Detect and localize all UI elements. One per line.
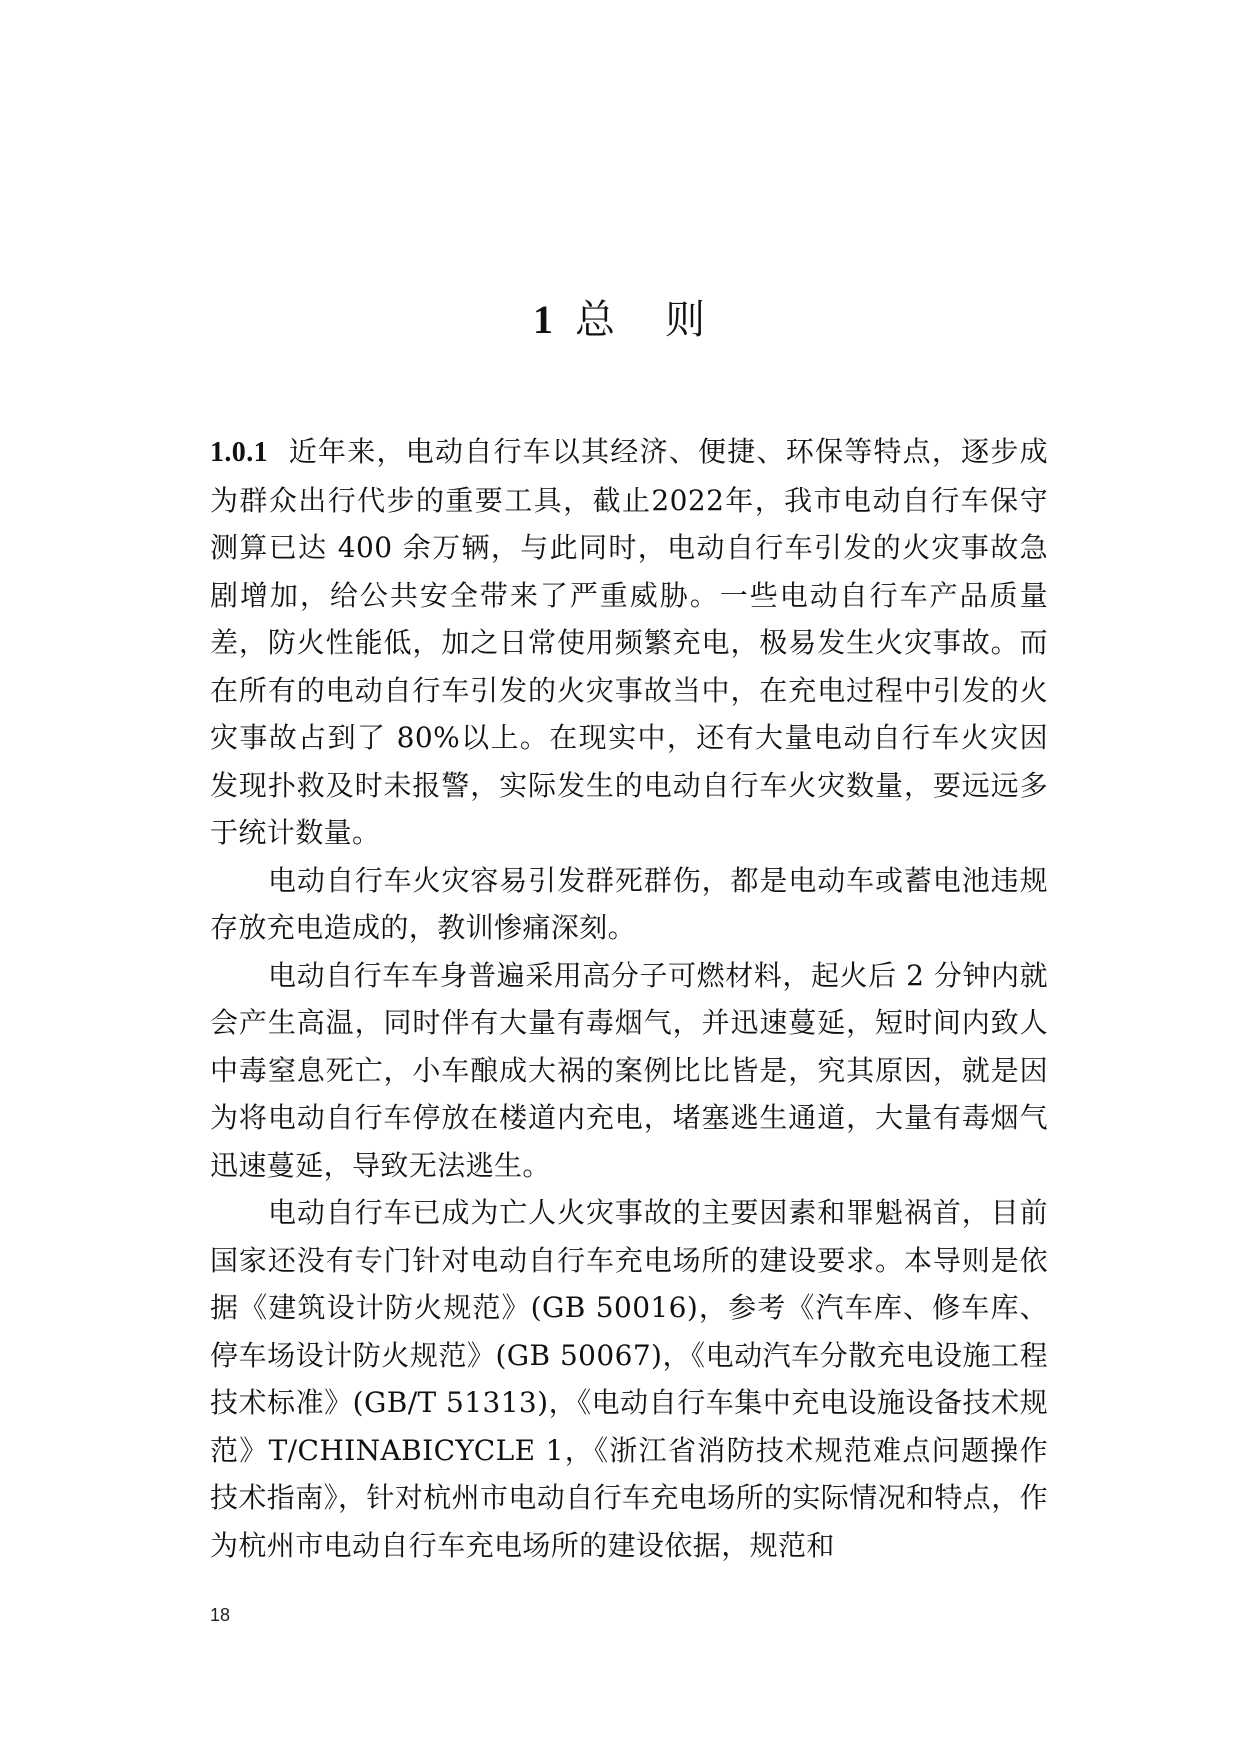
- clause-number: 1.0.1: [210, 437, 268, 468]
- clause-paragraph-1: [210, 428, 1048, 857]
- body-text: [210, 428, 1048, 1569]
- chapter-number: 1: [533, 297, 555, 342]
- chapter-title-part1: 总: [575, 297, 617, 343]
- clause-paragraph-2: 电动自行车火灾容易引发群死群伤，都是电动车或蓄电池违规存放充电造成的，教训惨痛深刻。: [210, 863, 1048, 944]
- chapter-title-part2: 则: [665, 297, 707, 343]
- page-number: 18: [210, 1605, 231, 1625]
- clause-paragraph-4: 电动自行车已成为亡人火灾事故的主要因素和罪魁祸首，目前国家还没有专门针对电动自行车充电场所的建设要求。本导则是依据《建筑设计防火规范》(GB 50016)，参考《汽车库、修车库、停车场设计防火规范》(GB 50067)，《电动汽车分散充电设施工程技术标准》(GB/T 51313)，《电动自行车集中充电设施设备技术规范》T/CHINABICYCLE 1，《浙江省消防技术规范难点问题操作技术指南》，针对杭州市电动自行车充电场所的实际情况和特点，作为杭州市电动自行车充电场所的建设依据，规范和: [210, 1196, 1049, 1562]
- chapter-title: [0, 292, 1240, 348]
- clause-paragraph-1-text: 近年来，电动自行车以其经济、便捷、环保等特点，逐步成为群众出行代步的重要工具，截止2022年，我市电动自行车保守测算已达 400 余万辆，与此同时，电动自行车引发的火灾事故急剧增加，给公共安全带来了严重威胁。一些电动自行车产品质量差，防火性能低，加之日常使用频繁充电，极易发生火灾事故。而在所有的电动自行车引发的火灾事故当中，在充电过程中引发的火灾事故占到了 80%以上。在现实中，还有大量电动自行车火灾因发现扑救及时未报警，实际发生的电动自行车火灾数量，要远远多于统计数量。: [210, 435, 1048, 849]
- clause-paragraph-3: 电动自行车车身普遍采用高分子可燃材料，起火后 2 分钟内就会产生高温，同时伴有大量有毒烟气，并迅速蔓延，短时间内致人中毒窒息死亡，小车酿成大祸的案例比比皆是，究其原因，就是因为将电动自行车停放在楼道内充电，堵塞逃生通道，大量有毒烟气迅速蔓延，导致无法逃生。: [210, 958, 1048, 1182]
